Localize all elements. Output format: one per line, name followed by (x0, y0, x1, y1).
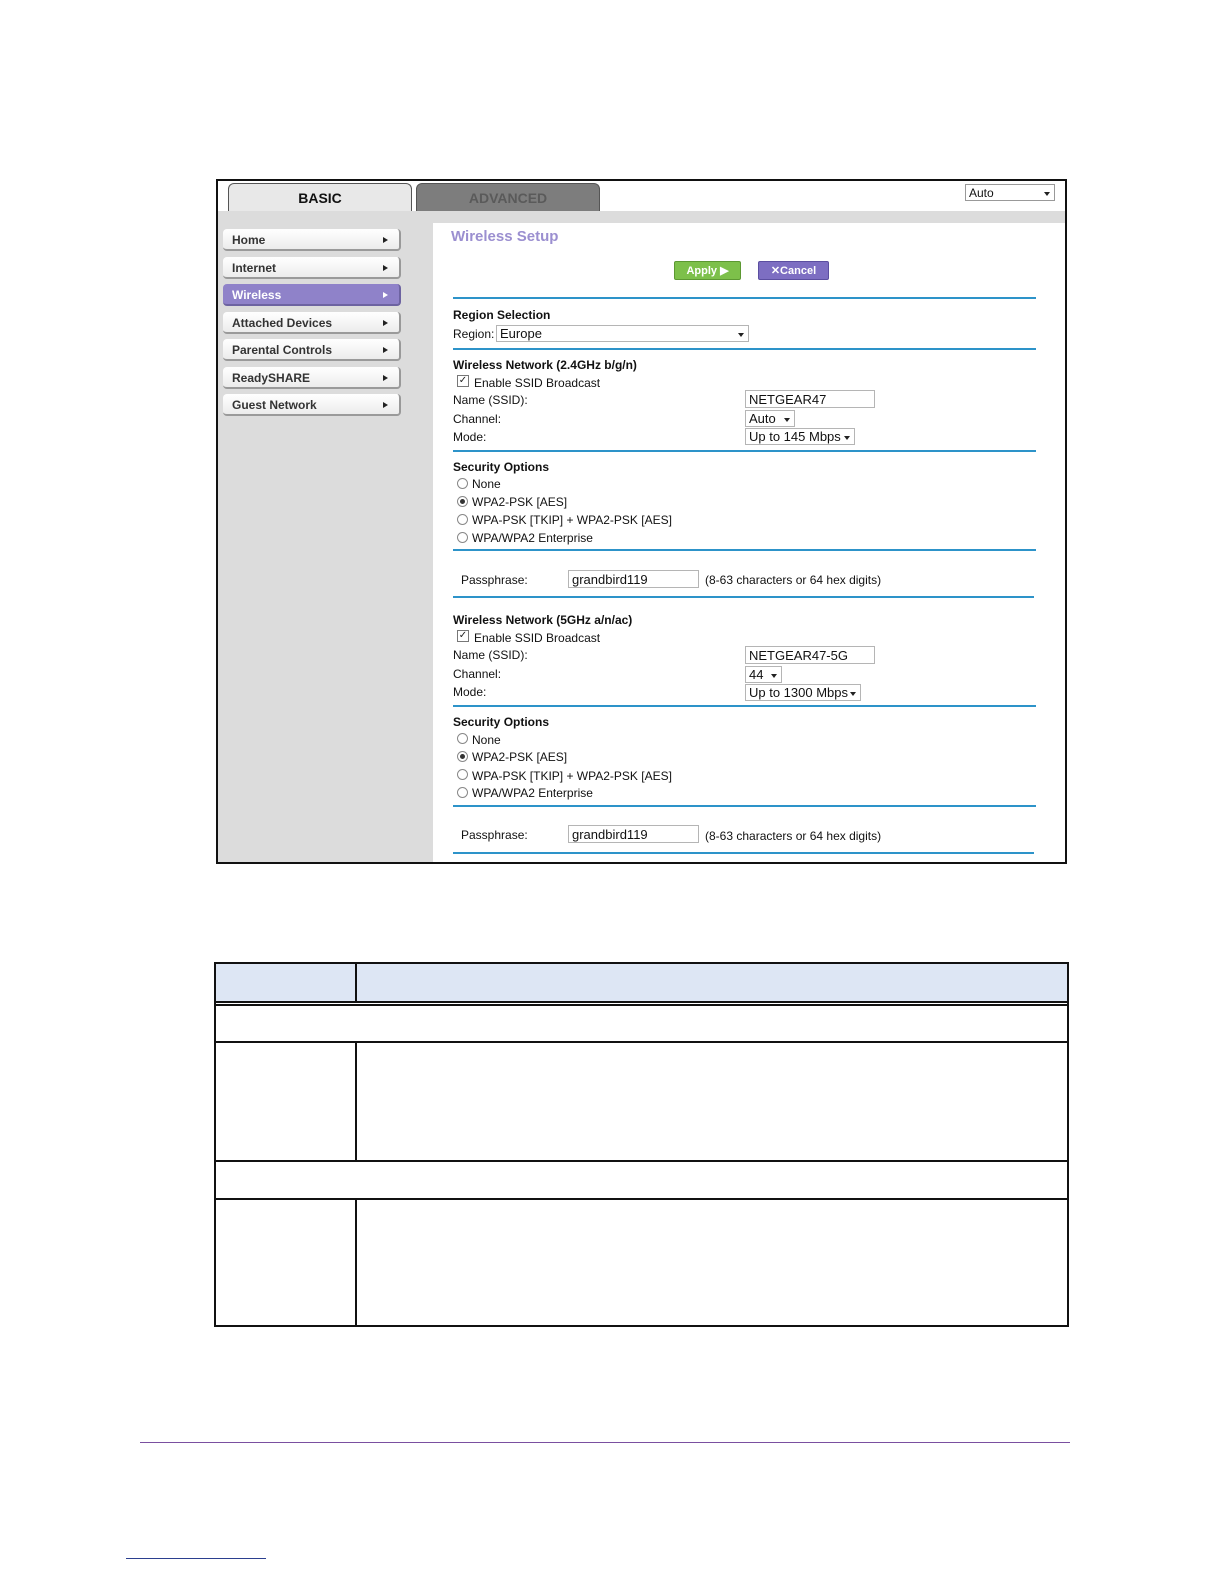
section-divider (453, 852, 1034, 854)
section-divider (453, 805, 1036, 807)
network-5-passphrase-hint: (8-63 characters or 64 hex digits) (705, 829, 882, 843)
sidebar-item-label: Guest Network (232, 398, 317, 412)
table-divider (216, 1041, 1067, 1043)
network-5-security-wpa2: WPA2-PSK [AES] (472, 750, 568, 764)
network-24-name-label: Name (SSID): (453, 393, 528, 407)
footer-link-underline (126, 1558, 266, 1559)
chevron-right-icon (383, 265, 388, 271)
chevron-right-icon (383, 402, 388, 408)
radio-icon[interactable] (457, 769, 468, 780)
chevron-down-icon (1044, 192, 1050, 196)
network-24-passphrase-hint: (8-63 characters or 64 hex digits) (705, 573, 882, 587)
region-heading: Region Selection (453, 308, 551, 322)
network-24-mode-label: Mode: (453, 430, 487, 444)
radio-icon[interactable] (457, 751, 468, 762)
cancel-button[interactable]: ✕Cancel (758, 261, 829, 280)
network-24-heading: Wireless Network (2.4GHz b/g/n) (453, 358, 637, 372)
chevron-right-icon (383, 347, 388, 353)
chevron-down-icon (850, 692, 856, 696)
chevron-right-icon (383, 320, 388, 326)
radio-icon[interactable] (457, 733, 468, 744)
network-5-security-enterprise: WPA/WPA2 Enterprise (472, 786, 593, 800)
sidebar-item-attached-devices[interactable] (223, 312, 401, 334)
chevron-right-icon (383, 237, 388, 243)
radio-icon[interactable] (457, 478, 468, 489)
router-screenshot (216, 179, 1067, 864)
region-select[interactable] (496, 325, 749, 342)
sidebar-item-label: ReadySHARE (232, 371, 311, 385)
top-bar (218, 181, 1065, 211)
checkbox-icon[interactable]: ✓ (458, 375, 468, 386)
table-column-divider (355, 1041, 357, 1160)
tab-strip (218, 211, 1065, 223)
page-title: Wireless Setup (451, 228, 559, 245)
network-5-mode-label: Mode: (453, 685, 487, 699)
settings-table (214, 962, 1069, 1327)
section-divider (453, 705, 1036, 707)
network-24-mode-value: Up to 145 Mbps (749, 429, 841, 444)
sidebar-item-home[interactable] (223, 229, 401, 251)
network-5-security-none: None (472, 733, 501, 747)
footer-rule (140, 1442, 1070, 1443)
radio-icon[interactable] (457, 514, 468, 525)
section-divider (453, 549, 1036, 551)
tab-advanced[interactable]: ADVANCED (416, 183, 600, 212)
chevron-down-icon (771, 674, 777, 678)
section-divider (453, 297, 1036, 299)
network-5-mode-select[interactable] (745, 684, 861, 701)
network-5-security-mixed: WPA-PSK [TKIP] + WPA2-PSK [AES] (472, 769, 672, 783)
chevron-down-icon (738, 333, 744, 337)
language-select-value: Auto (969, 186, 994, 200)
sidebar-item-readyshare[interactable] (223, 367, 401, 389)
chevron-down-icon (784, 418, 790, 422)
radio-icon[interactable] (457, 532, 468, 543)
network-24-security-mixed: WPA-PSK [TKIP] + WPA2-PSK [AES] (472, 513, 672, 527)
network-5-heading: Wireless Network (5GHz a/n/ac) (453, 613, 633, 627)
network-5-channel-select[interactable] (745, 666, 782, 683)
region-select-value: Europe (500, 326, 542, 341)
table-header (216, 964, 1067, 1003)
network-24-ssid-input[interactable]: NETGEAR47 (745, 390, 875, 408)
table-column-divider (355, 964, 357, 1001)
sidebar-item-label: Attached Devices (232, 316, 333, 330)
chevron-right-icon (383, 292, 388, 298)
network-5-enable-ssid-label: Enable SSID Broadcast (474, 631, 601, 645)
language-select[interactable] (965, 184, 1055, 201)
network-24-security-heading: Security Options (453, 460, 550, 474)
network-24-channel-label: Channel: (453, 412, 502, 426)
network-24-passphrase-label: Passphrase: (461, 573, 528, 587)
network-5-passphrase-label: Passphrase: (461, 828, 528, 842)
section-divider (453, 348, 1036, 350)
content-panel (433, 223, 1065, 862)
network-24-mode-select[interactable] (745, 428, 855, 445)
network-5-security-heading: Security Options (453, 715, 550, 729)
network-24-security-enterprise: WPA/WPA2 Enterprise (472, 531, 593, 545)
network-5-mode-value: Up to 1300 Mbps (749, 685, 849, 700)
network-5-ssid-input[interactable]: NETGEAR47-5G (745, 646, 875, 664)
network-24-security-wpa2: WPA2-PSK [AES] (472, 495, 568, 509)
network-24-channel-value: Auto (749, 411, 776, 426)
network-24-security-none: None (472, 477, 501, 491)
table-divider (216, 1004, 1067, 1006)
network-5-name-label: Name (SSID): (453, 648, 528, 662)
chevron-down-icon (844, 436, 850, 440)
radio-icon[interactable] (457, 496, 468, 507)
sidebar-item-wireless[interactable] (223, 284, 401, 306)
sidebar-item-internet[interactable] (223, 257, 401, 279)
sidebar-item-parental-controls[interactable] (223, 339, 401, 361)
chevron-right-icon (383, 375, 388, 381)
table-divider (216, 1198, 1067, 1200)
table-column-divider (355, 1198, 357, 1325)
section-divider (453, 596, 1034, 598)
sidebar-item-label: Internet (232, 261, 277, 275)
table-divider (216, 1160, 1067, 1162)
region-label: Region: (453, 327, 495, 341)
section-divider (453, 450, 1036, 452)
sidebar-item-label: Home (232, 233, 266, 247)
checkbox-icon[interactable]: ✓ (458, 630, 468, 641)
tab-basic[interactable]: BASIC (228, 183, 412, 212)
sidebar-item-label: Wireless (232, 288, 282, 302)
sidebar-item-label: Parental Controls (232, 343, 333, 357)
sidebar-item-guest-network[interactable] (223, 394, 401, 416)
sidebar (218, 223, 433, 862)
network-24-enable-ssid-label: Enable SSID Broadcast (474, 376, 601, 390)
network-5-channel-label: Channel: (453, 667, 502, 681)
network-5-passphrase-input[interactable]: grandbird119 (568, 825, 699, 843)
network-24-channel-select[interactable] (745, 410, 795, 427)
network-24-passphrase-input[interactable]: grandbird119 (568, 570, 699, 588)
apply-button[interactable]: Apply ▶ (674, 261, 741, 280)
radio-icon[interactable] (457, 787, 468, 798)
network-5-channel-value: 44 (749, 667, 764, 682)
